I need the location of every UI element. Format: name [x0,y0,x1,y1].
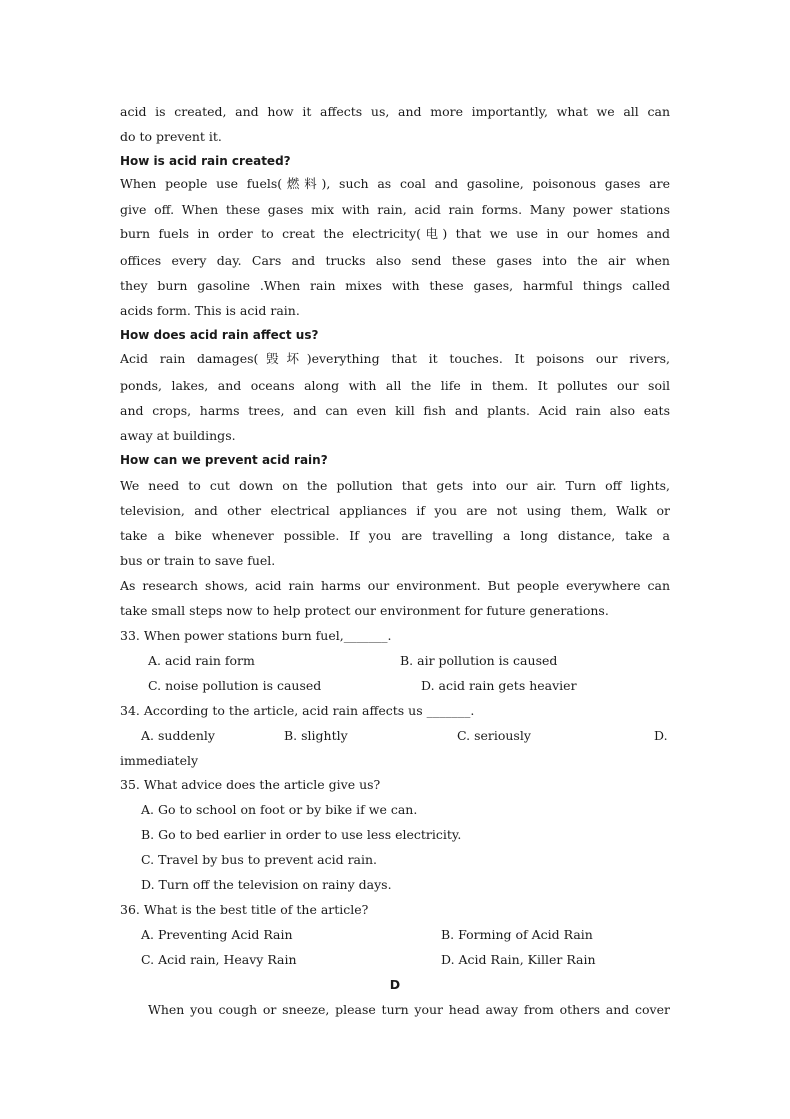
q34-stem: 34. According to the article, acid rain affects us _______. [120,703,475,718]
prevent-line-4: bus or train to save fuel. [120,553,276,568]
heading-created: How is acid rain created? [120,154,291,168]
q33-option-a: A. acid rain form [148,653,255,668]
intro-line-2: do to prevent it. [120,129,222,144]
q35-option-b: B. Go to bed earlier in order to use less electricity. [141,827,462,842]
q35-option-c: C. Travel by bus to prevent acid rain. [141,852,378,867]
q35-option-a: A. Go to school on foot or by bike if we can. [141,802,418,817]
intro-line-1: acid is created, and how it affects us, and more importantly, what we all can [120,104,670,119]
q36-stem: 36. What is the best title of the article? [120,902,369,917]
q36-option-d: D. Acid Rain, Killer Rain [441,952,596,967]
q34-option-b: B. slightly [284,728,348,743]
q36-option-a: A. Preventing Acid Rain [141,927,293,942]
q33-stem: 33. When power stations burn fuel,_______. [120,628,392,643]
created-line-6: acids form. This is acid rain. [120,303,300,318]
q35-option-d: D. Turn off the television on rainy days. [141,877,392,892]
prevent-line-2: television, and other electrical appliances if you are not using them, Walk or [120,503,670,518]
affect-line-2: ponds, lakes, and oceans along with all the life in them. It pollutes our soil [120,378,670,393]
q33-option-d: D. acid rain gets heavier [421,678,577,693]
passage-d-first-line: When you cough or sneeze, please turn your head away from others and cover [148,1002,670,1017]
q33-option-b: B. air pollution is caused [400,653,558,668]
passage-d-label: D [389,977,401,992]
q36-option-c: C. Acid rain, Heavy Rain [141,952,297,967]
q34-option-d-text: immediately [120,753,199,768]
q36-option-b: B. Forming of Acid Rain [441,927,593,942]
created-line-3: burn fuels in order to creat the electricity(电) that we use in our homes and [120,226,670,241]
q33-option-c: C. noise pollution is caused [148,678,322,693]
prevent-line-3: take a bike whenever possible. If you are travelling a long distance, take a [120,528,670,543]
heading-prevent: How can we prevent acid rain? [120,453,328,467]
q34-option-c: C. seriously [457,728,531,743]
affect-line-3: and crops, harms trees, and can even kill fish and plants. Acid rain also eats [120,403,670,418]
heading-affect: How does acid rain affect us? [120,328,319,342]
closing-line-1: As research shows, acid rain harms our environment. But people everywhere can [120,578,670,593]
affect-line-4: away at buildings. [120,428,236,443]
created-line-5: they burn gasoline .When rain mixes with these gases, harmful things called [120,278,670,293]
q34-option-a: A. suddenly [141,728,215,743]
q35-stem: 35. What advice does the article give us? [120,777,381,792]
created-line-4: offices every day. Cars and trucks also send these gases into the air when [120,253,670,268]
closing-line-2: take small steps now to help protect our environment for future generations. [120,603,609,618]
affect-line-1: Acid rain damages(毁坏)everything that it touches. It poisons our rivers, [120,351,670,366]
q34-option-d-label: D. [654,728,668,743]
created-line-1: When people use fuels(燃料), such as coal and gasoline, poisonous gases are [120,176,670,191]
prevent-line-1: We need to cut down on the pollution that gets into our air. Turn off lights, [120,478,670,493]
created-line-2: give off. When these gases mix with rain, acid rain forms. Many power stations [120,202,670,217]
